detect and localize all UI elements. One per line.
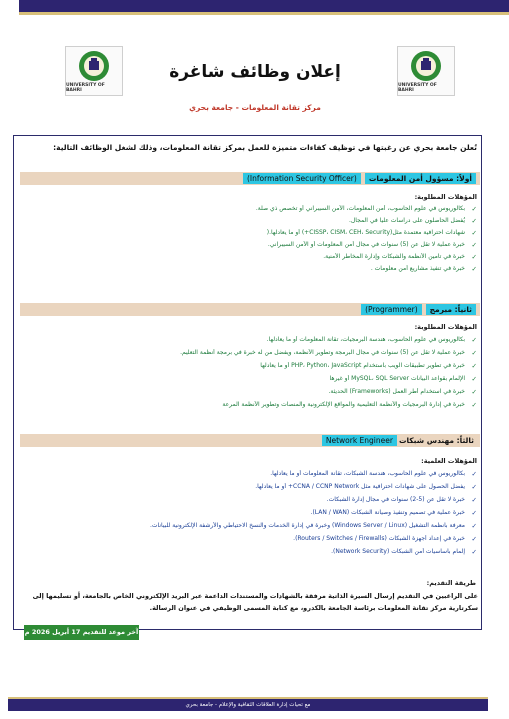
list-item: ✓ خبرة في إعداد أجهزة الشبكات (Routers / Switches / Firewalls). xyxy=(293,535,477,543)
check-icon: ✓ xyxy=(471,522,477,530)
check-icon: ✓ xyxy=(471,241,477,249)
check-icon: ✓ xyxy=(471,253,477,261)
qualifications-heading: المؤهلات المطلوبة: xyxy=(414,193,477,201)
list-item: ✓ خبرة عملية لا تقل عن (5) سنوات في مجال أمن المعلومات أو الأمن السيبراني. xyxy=(267,241,477,249)
qualifications-heading: المؤهلات العلمية: xyxy=(421,457,477,465)
list-item: ✓ خبرة في استخدام أطر العمل (Frameworks) الحديثة. xyxy=(328,388,477,396)
job-title-security xyxy=(20,172,480,185)
list-item: ✓ خبرة عملية في تصميم وتنفيذ وصيانة الشبكات (LAN / WAN). xyxy=(310,509,477,517)
job-label: ثالثاً: مهندس شبكات xyxy=(398,436,474,445)
qualifications-heading: المؤهلات المطلوبة: xyxy=(414,323,477,331)
footer-bar: مع تحيات إدارة العلاقات الثقافية والإعلام - جامعة بحري xyxy=(8,697,488,711)
list-item: ✓ خبرة في تطوير تطبيقات الويب باستخدام PHP، Python، JavaScript أو ما يعادلها xyxy=(260,362,477,370)
check-icon: ✓ xyxy=(471,336,477,344)
list-item: ✓ خبرة لا تقل عن (5-2) سنوات في مجال إدارة الشبكات. xyxy=(326,496,477,504)
page-subtitle: مركز تقانة المعلومات - جامعة بحري xyxy=(189,103,321,112)
check-icon: ✓ xyxy=(471,548,477,556)
check-icon: ✓ xyxy=(471,470,477,478)
list-item: ✓ معرفة بأنظمة التشغيل (Windows Server / Linux) وخبرة في إدارة الخدمات والنسخ الاحتياطي والأرشفة الإلكترونية للبيانات. xyxy=(149,522,477,530)
list-item: ✓ خبرة في تأمين الأنظمة والشبكات وإدارة المخاطر الأمنية. xyxy=(323,253,477,261)
application-text: على الراغبين في التقديم إرسال السيرة الذاتية مرفقة بالشهادات والمستندات الداعمة عبر البريد الإلكتروني الخاص بالجامعة، أو تسليمها إلى سكرتارية مركز تقانة المعلومات برئاسة الجامعة بالكدرو، مع كتابة المسمى الوظيفي في عنوان الرسالة. xyxy=(32,592,478,612)
intro-text: تُعلن جامعة بحري عن رغبتها في توظيف كفاءات متميزة للعمل بمركز تقانة المعلومات، وذلك لشغل الوظائف التالية: xyxy=(53,143,477,152)
deadline-badge: آخر موعد للتقديم 17 أبريل 2026 م xyxy=(24,625,139,640)
university-seal-icon xyxy=(409,49,443,83)
qualifications-list-network xyxy=(22,470,477,561)
job-label: ثانياً: مبرمج xyxy=(426,304,476,315)
page-title: إعلان وظائف شاغرة xyxy=(169,62,341,82)
check-icon: ✓ xyxy=(471,205,477,213)
logo-text-en: UNIVERSITY OF BAHRI xyxy=(66,83,105,93)
list-item: ✓ الإلمام بقواعد البيانات MySQL، SQL Server أو غيرها xyxy=(329,375,477,383)
job-title-programmer xyxy=(20,303,480,316)
list-item: ✓ خبرة عملية لا تقل عن (5) سنوات في مجال البرمجة وتطوير الأنظمة، ويفضل من له خبرة في برمجة أنظمة التعليم. xyxy=(180,349,477,357)
job-label: أولاً: مسؤول أمن المعلومات xyxy=(365,173,476,184)
top-band-purple xyxy=(19,0,509,12)
check-icon: ✓ xyxy=(471,217,477,225)
list-item: ✓ بكالوريوس في علوم الحاسوب، أمن المعلومات، الأمن السيبراني أو تخصص ذي صلة. xyxy=(255,205,477,213)
check-icon: ✓ xyxy=(471,535,477,543)
job-label-en: (Programmer) xyxy=(361,304,422,315)
list-item: ✓ إلمام بأساسيات أمن الشبكات (Network Security). xyxy=(331,548,477,556)
university-seal-icon xyxy=(77,49,111,83)
check-icon: ✓ xyxy=(471,375,477,383)
check-icon: ✓ xyxy=(471,362,477,370)
application-heading: طريقة التقديم: xyxy=(426,579,476,587)
list-item: ✓ بكالوريوس في علوم الحاسوب، هندسة الشبكات، تقانة المعلومات أو ما يعادلها. xyxy=(270,470,477,478)
list-item: ✓ بكالوريوس في علوم الحاسوب، هندسة البرمجيات، تقانة المعلومات أو ما يعادلها. xyxy=(266,336,477,344)
check-icon: ✓ xyxy=(471,483,477,491)
university-logo-right xyxy=(397,46,455,96)
qualifications-list-security xyxy=(22,205,477,277)
top-band-gold xyxy=(19,12,509,15)
list-item: ✓ يُفضل الحاصلون على دراسات عليا في المجال. xyxy=(349,217,477,225)
check-icon: ✓ xyxy=(471,496,477,504)
list-item: ✓ شهادات احترافية معتمدة مثل(CISSP، CISM، CEH، Security+) أو ما يعادلها.( xyxy=(266,229,477,237)
top-band xyxy=(0,0,509,12)
qualifications-list-programmer xyxy=(22,336,477,414)
check-icon: ✓ xyxy=(471,509,477,517)
check-icon: ✓ xyxy=(471,349,477,357)
check-icon: ✓ xyxy=(471,229,477,237)
logo-text-en: UNIVERSITY OF BAHRI xyxy=(398,83,437,93)
check-icon: ✓ xyxy=(471,265,477,273)
check-icon: ✓ xyxy=(471,401,477,409)
check-icon: ✓ xyxy=(471,388,477,396)
list-item: ✓ خبرة في تنفيذ مشاريع أمن معلومات . xyxy=(370,265,477,273)
university-logo-left xyxy=(65,46,123,96)
job-label-en: Network Engineer xyxy=(322,435,397,446)
job-title-network-engineer xyxy=(20,434,480,447)
list-item: ✓ خبرة في إدارة البرمجيات والأنظمة التعليمية والمواقع الإلكترونية والمنصات وتطوير الأنظمة المرعة xyxy=(222,401,477,409)
list-item: ✓ يفضل الحصول على شهادات احترافية مثل CCNA / CCNP Network+ أو ما يعادلها. xyxy=(255,483,477,491)
job-label-en: (Information Security Officer) xyxy=(243,173,361,184)
